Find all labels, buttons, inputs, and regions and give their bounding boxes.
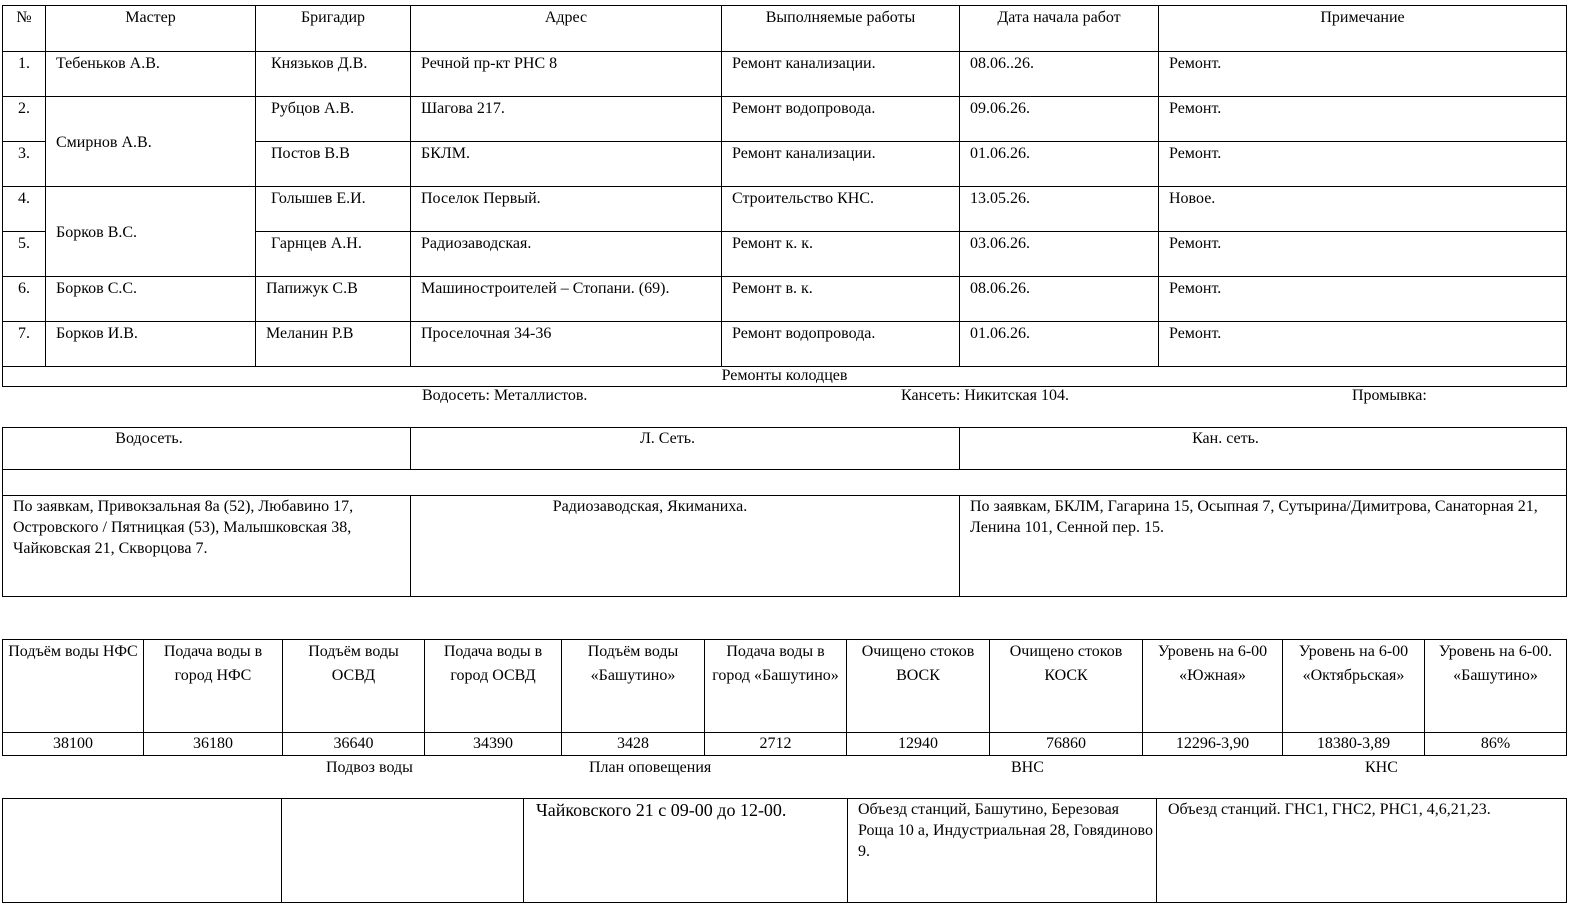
stat-header: Очищено стоков КОСК	[990, 640, 1143, 733]
master-cell: Тебеньков А.В.	[46, 52, 256, 97]
networks-header-row	[3, 428, 1567, 470]
wells-title: Ремонты колодцев	[3, 367, 1567, 387]
spacer-cell	[3, 470, 1567, 496]
date-cell: 13.05.26.	[960, 187, 1159, 232]
stat-value: 18380-3,89	[1283, 733, 1425, 756]
work-cell: Ремонт канализации.	[722, 52, 960, 97]
stat-value: 86%	[1425, 733, 1567, 756]
stat-header: Подъём воды «Башутино»	[562, 640, 705, 733]
work-cell: Ремонт водопровода.	[722, 97, 960, 142]
water-stats-header-row	[3, 640, 1567, 733]
sewer-network-content: По заявкам, БКЛМ, Гагарина 15, Осыпная 7, Сутырина/Димитрова, Санаторная 21, Ленина 101, Сенной пер. 15.	[960, 496, 1567, 597]
water-stats-table	[2, 639, 1567, 756]
table-row	[3, 322, 1567, 367]
vns-label: ВНС	[1011, 759, 1044, 776]
work-cell: Ремонт в. к.	[722, 277, 960, 322]
stat-value: 76860	[990, 733, 1143, 756]
stat-header: Подача воды в город НФС	[144, 640, 283, 733]
stat-value: 12940	[847, 733, 990, 756]
note-cell: Ремонт.	[1159, 232, 1567, 277]
stat-header: Подача воды в город ОСВД	[425, 640, 562, 733]
bottom-empty-cell	[282, 799, 524, 903]
networks-content-row	[3, 496, 1567, 597]
master-cell: Борков И.В.	[46, 322, 256, 367]
stat-value: 2712	[705, 733, 847, 756]
water-stats-values-row	[3, 733, 1567, 756]
note-cell: Ремонт.	[1159, 97, 1567, 142]
note-cell: Ремонт.	[1159, 322, 1567, 367]
header-l-network: Л. Сеть.	[411, 428, 960, 470]
foreman-cell: Постов В.В	[256, 142, 411, 187]
stat-header: Уровень на 6-00 «Южная»	[1143, 640, 1283, 733]
row-number: 5.	[3, 232, 46, 277]
address-cell: Радиозаводская.	[411, 232, 722, 277]
row-number: 7.	[3, 322, 46, 367]
header-sewer-network: Кан. сеть.	[960, 428, 1567, 470]
stat-header: Подъём воды НФС	[3, 640, 144, 733]
row-number: 6.	[3, 277, 46, 322]
work-cell: Ремонт канализации.	[722, 142, 960, 187]
stat-value: 38100	[3, 733, 144, 756]
foreman-cell: Гарнцев А.Н.	[256, 232, 411, 277]
table-row	[3, 97, 1567, 142]
networks-spacer-row	[3, 470, 1567, 496]
header-number: №	[3, 6, 46, 52]
header-foreman: Бригадир	[256, 6, 411, 52]
wells-sewer-text: Кансеть: Никитская 104.	[901, 387, 1069, 404]
works-table	[2, 5, 1567, 387]
date-cell: 03.06.26.	[960, 232, 1159, 277]
work-cell: Ремонт водопровода.	[722, 322, 960, 367]
header-start-date: Дата начала работ	[960, 6, 1159, 52]
water-network-content: По заявкам, Привокзальная 8а (52), Любавино 17, Островского / Пятницкая (53), Малышковская 38, Чайковская 21, Скворцова 7.	[3, 496, 411, 597]
note-cell: Ремонт.	[1159, 142, 1567, 187]
stat-value: 12296-3,90	[1143, 733, 1283, 756]
stat-header: Подача воды в город «Башутино»	[705, 640, 847, 733]
header-address: Адрес	[411, 6, 722, 52]
master-cell: Смирнов А.В.	[46, 97, 256, 187]
note-cell: Новое.	[1159, 187, 1567, 232]
bottom-table	[2, 798, 1567, 903]
notify-label: План оповещения	[589, 759, 712, 776]
work-cell: Ремонт к. к.	[722, 232, 960, 277]
stat-header: Уровень на 6-00. «Башутино»	[1425, 640, 1567, 733]
l-network-content: Радиозаводская, Якиманиха.	[411, 496, 960, 597]
row-number: 1.	[3, 52, 46, 97]
stat-header: Подъём воды ОСВД	[283, 640, 425, 733]
foreman-cell: Рубцов А.В.	[256, 97, 411, 142]
date-cell: 01.06.26.	[960, 322, 1159, 367]
date-cell: 09.06.26.	[960, 97, 1159, 142]
table-row	[3, 187, 1567, 232]
date-cell: 08.06..26.	[960, 52, 1159, 97]
vns-cell: Объезд станций, Башутино, Березовая Роща 10 а, Индустриальная 28, Говядиново 9.	[848, 799, 1157, 903]
stat-header: Уровень на 6-00 «Октябрьская»	[1283, 640, 1425, 733]
header-water-network: Водосеть.	[3, 428, 411, 470]
table-row	[3, 277, 1567, 322]
stat-header: Очищено стоков ВОСК	[847, 640, 990, 733]
header-note: Примечание	[1159, 6, 1567, 52]
note-cell: Ремонт.	[1159, 277, 1567, 322]
stat-value: 36640	[283, 733, 425, 756]
address-cell: Проселочная 34-36	[411, 322, 722, 367]
date-cell: 01.06.26.	[960, 142, 1159, 187]
bottom-empty-cell	[3, 799, 282, 903]
kns-cell: Объезд станций. ГНС1, ГНС2, РНС1, 4,6,21,23.	[1157, 799, 1567, 903]
header-work: Выполняемые работы	[722, 6, 960, 52]
works-header-row	[3, 6, 1567, 52]
table-row	[3, 52, 1567, 97]
address-cell: БКЛМ.	[411, 142, 722, 187]
address-cell: Поселок Первый.	[411, 187, 722, 232]
address-cell: Машиностроителей – Стопани. (69).	[411, 277, 722, 322]
row-number: 4.	[3, 187, 46, 232]
wells-section-row	[3, 367, 1567, 387]
work-cell: Строительство КНС.	[722, 187, 960, 232]
delivery-label: Подвоз воды	[326, 759, 413, 776]
stat-value: 3428	[562, 733, 705, 756]
stat-value: 34390	[425, 733, 562, 756]
foreman-cell: Меланин Р.В	[256, 322, 411, 367]
master-cell: Борков В.С.	[46, 187, 256, 277]
master-cell: Борков С.С.	[46, 277, 256, 322]
networks-table	[2, 427, 1567, 597]
flush-label: Промывка:	[1352, 387, 1427, 404]
address-cell: Шагова 217.	[411, 97, 722, 142]
stat-value: 36180	[144, 733, 283, 756]
note-cell: Ремонт.	[1159, 52, 1567, 97]
kns-label: КНС	[1365, 759, 1398, 776]
foreman-cell: Князьков Д.В.	[256, 52, 411, 97]
date-cell: 08.06.26.	[960, 277, 1159, 322]
wells-water-text: Водосеть: Металлистов.	[422, 387, 588, 404]
bottom-row	[3, 799, 1567, 903]
row-number: 3.	[3, 142, 46, 187]
address-cell: Речной пр-кт РНС 8	[411, 52, 722, 97]
notify-plan-cell: Чайковского 21 с 09-00 до 12-00.	[524, 799, 848, 903]
foreman-cell: Голышев Е.И.	[256, 187, 411, 232]
header-master: Мастер	[46, 6, 256, 52]
row-number: 2.	[3, 97, 46, 142]
foreman-cell: Папижук С.В	[256, 277, 411, 322]
